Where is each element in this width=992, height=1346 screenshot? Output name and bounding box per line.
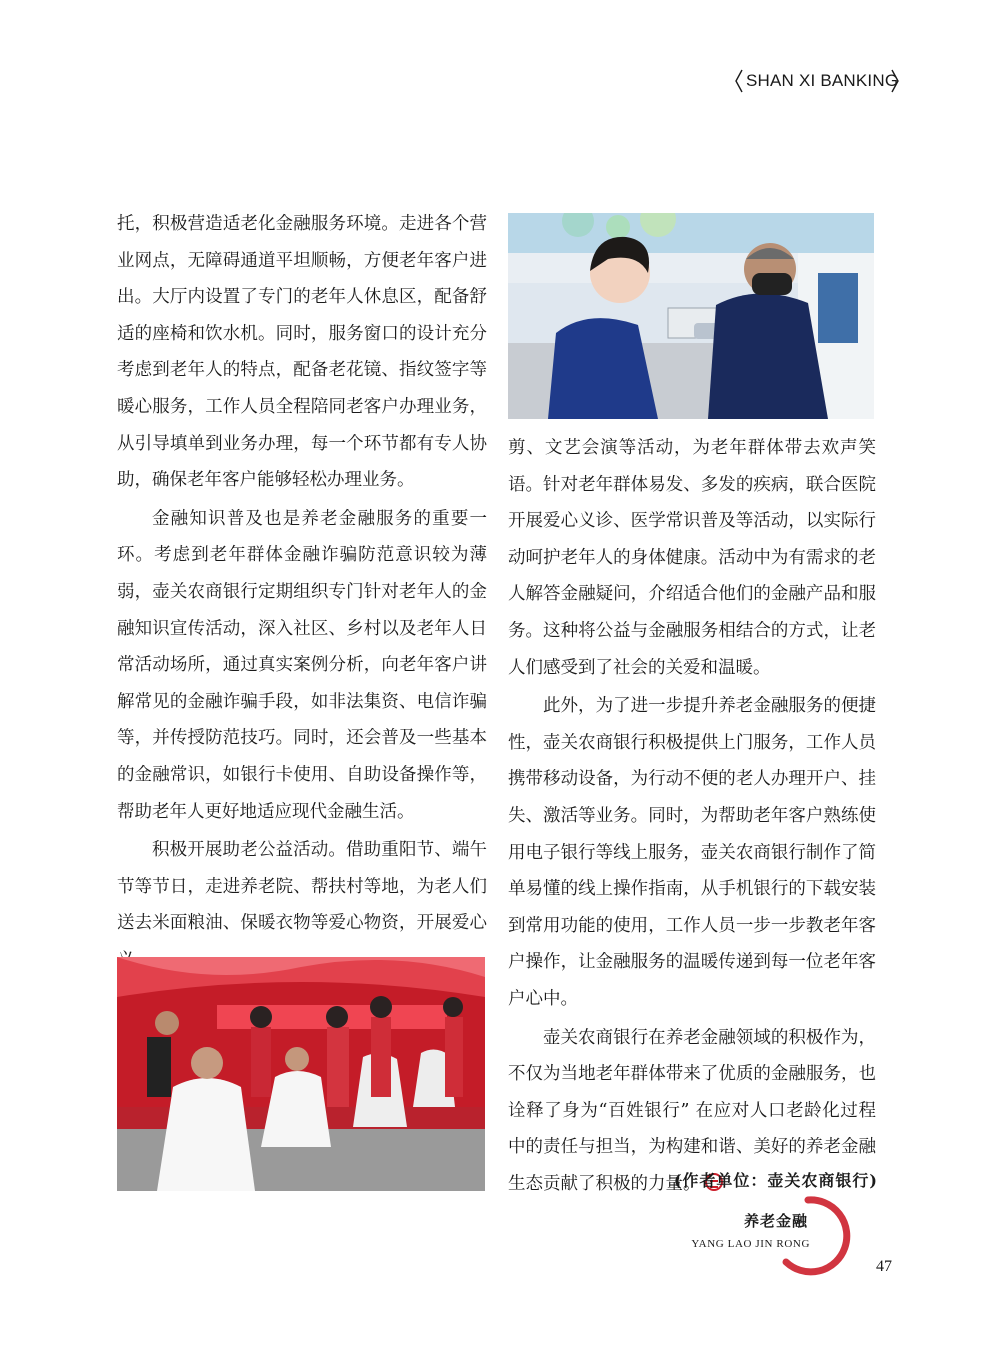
photo-volunteer-haircuts-for-elderly xyxy=(117,957,485,1191)
red-arc-icon xyxy=(778,1196,858,1276)
header-tag-text: SHAN XI BANKING xyxy=(746,71,899,90)
paragraph: 剪、文艺会演等活动，为老年群体带去欢声笑语。针对老年群体易发、多发的疾病，联合医院开展爱心义诊、医学常识普及等活动，以实际行动呵护老年人的身体健康。活动中为有需求的老人解答金融疑问，介绍适合他们的金融产品和服务。这种将公益与金融服务相结合的方式，让老人们感受到了社会的关爱和温暖。 xyxy=(508,438,876,678)
footer-section-logo xyxy=(660,1196,860,1276)
footer-section-title: 养老金融 xyxy=(743,1212,808,1230)
article-right-column xyxy=(508,430,876,1202)
page-number: 47 xyxy=(876,1258,892,1275)
paragraph-text: 壶关农商银行在养老金融领域的积极作为，不仅为当地老年群体带来了优质的金融服务，也诠释了身为“百姓银行” 在应对人口老龄化过程中的责任与担当，为构建和谐、美好的养老金融生态贡献了积极的力量。 xyxy=(508,1027,876,1194)
paragraph: 此外，为了进一步提升养老金融服务的便捷性，壶关农商银行积极提供上门服务，工作人员携带移动设备，为行动不便的老人办理开户、挂失、激活等业务。同时，为帮助老年客户熟练使用电子银行等线上服务，壶关农商银行制作了简单易懂的线上操作指南，从手机银行的下载安装到常用功能的使用，工作人员一步一步教老年客户操作，让金融服务的温暖传递到每一位老年客户心中。 xyxy=(508,696,876,1009)
paragraph: 积极开展助老公益活动。借助重阳节、端午节等节日，走进养老院、帮扶村等地，为老人们送去米面粮油、保暖衣物等爱心物资，开展爱心 xyxy=(117,840,487,934)
article-left-column xyxy=(117,206,487,978)
paragraph: 托，积极营造适老化金融服务环境。走进各个营业网点，无障碍通道平坦顺畅，方便老年客户进出。大厅内设置了专门的老年人休息区，配备舒适的座椅和饮水机。同时，服务窗口的设计充分考虑到老年人的特点，配备老花镜、指纹签字等暖心服务，工作人员全程陪同老客户办理业务，从引导填单到业务办理，每一个环节都有专人协助，确保老年客户能够轻松办理业务。 xyxy=(117,214,487,491)
footer-section-pinyin: YANG LAO JIN RONG xyxy=(691,1238,810,1250)
paragraph: 金融知识普及也是养老金融服务的重要一环。考虑到老年群体金融诈骗防范意识较为薄弱，壶关农商银行定期组织专门针对老年人的金融知识宣传活动，深入社区、乡村以及老年人日常活动场所，通过真实案例分析，向老年客户讲解常见的金融诈骗手段，如非法集资、电信诈骗等，并传授防范技巧。同时，还会普及一些基本的金融常识，如银行卡使用、自助设备操作等，帮助老年人更好地适应现代金融生活。 xyxy=(117,508,487,822)
photo-bank-staff-assisting-elderly xyxy=(508,213,874,419)
author-affiliation: (作者单位：壶关农商银行) xyxy=(673,1171,878,1190)
section-header-tag xyxy=(734,68,900,94)
